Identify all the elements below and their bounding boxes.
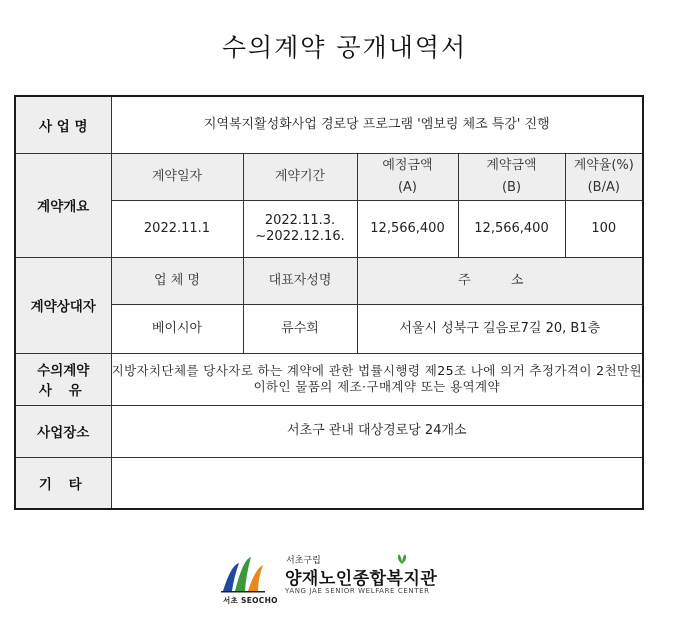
project-label: 사 업 명 <box>15 96 111 153</box>
address-header: 주 소 <box>357 257 643 304</box>
contract-date-value: 2022.11.1 <box>111 200 243 257</box>
logo-district: 서초구립 <box>286 556 321 566</box>
other-label: 기 타 <box>15 457 111 509</box>
contract-rate-header <box>565 153 643 200</box>
logo-mark-text: 서초 SEOCHO <box>223 596 278 605</box>
reason-label <box>15 353 111 405</box>
disclosure-table <box>14 95 644 510</box>
estimated-amount-header-line1: 예정금액 <box>382 157 433 173</box>
estimated-amount-header-line2: (A) <box>397 179 418 195</box>
contract-amount-header <box>458 153 565 200</box>
location-label: 사업장소 <box>15 405 111 457</box>
contract-amount-header-line1: 계약금액 <box>486 157 537 173</box>
contract-rate-value: 100 <box>565 200 643 257</box>
project-row <box>15 96 643 153</box>
counterparty-label: 계약상대자 <box>15 257 111 353</box>
contract-period-value <box>243 200 357 257</box>
contract-period-start: 2022.11.3. <box>264 212 336 228</box>
contract-header-row <box>15 153 643 200</box>
company-name-header: 업 체 명 <box>111 257 243 304</box>
reason-row <box>15 353 643 405</box>
center-logo <box>217 551 443 607</box>
contract-summary-label: 계약개요 <box>15 153 111 257</box>
contract-period-end: ~2022.12.16. <box>255 228 345 244</box>
address-value: 서울시 성북구 길음로7길 20, B1층 <box>357 304 643 353</box>
contract-amount-value: 12,566,400 <box>458 200 565 257</box>
contract-rate-header-line1: 계약율(%) <box>573 157 634 173</box>
other-value <box>111 457 643 509</box>
project-name-value: 지역복지활성화사업 경로당 프로그램 '엠보링 체조 특강' 진행 <box>111 96 643 153</box>
counterparty-header-row <box>15 257 643 304</box>
other-row <box>15 457 643 509</box>
location-row <box>15 405 643 457</box>
contract-period-header: 계약기간 <box>243 153 357 200</box>
company-name-value: 베이시아 <box>111 304 243 353</box>
estimated-amount-value: 12,566,400 <box>357 200 458 257</box>
logo-center-name: 양재노인종합복지관 <box>285 569 438 589</box>
reason-label-line2: 사 유 <box>38 383 88 399</box>
location-value: 서초구 관내 대상경로당 24개소 <box>111 405 643 457</box>
representative-header: 대표자성명 <box>243 257 357 304</box>
contract-date-header: 계약일자 <box>111 153 243 200</box>
logo-english-name: YANG JAE SENIOR WELFARE CENTER <box>285 587 430 595</box>
reason-text: 지방자치단체를 당사자로 하는 계약에 관한 법률시행령 제25조 나에 의거 추정가격이 2천만원 이하인 물품의 제조·구매계약 또는 용역계약 <box>111 353 643 405</box>
reason-label-line1: 수의계약 <box>37 363 90 379</box>
contract-rate-header-line2: (B/A) <box>587 179 620 195</box>
contract-amount-header-line2: (B) <box>501 179 522 195</box>
page-title: 수의계약 공개내역서 <box>221 33 468 62</box>
representative-value: 류수희 <box>243 304 357 353</box>
estimated-amount-header <box>357 153 458 200</box>
